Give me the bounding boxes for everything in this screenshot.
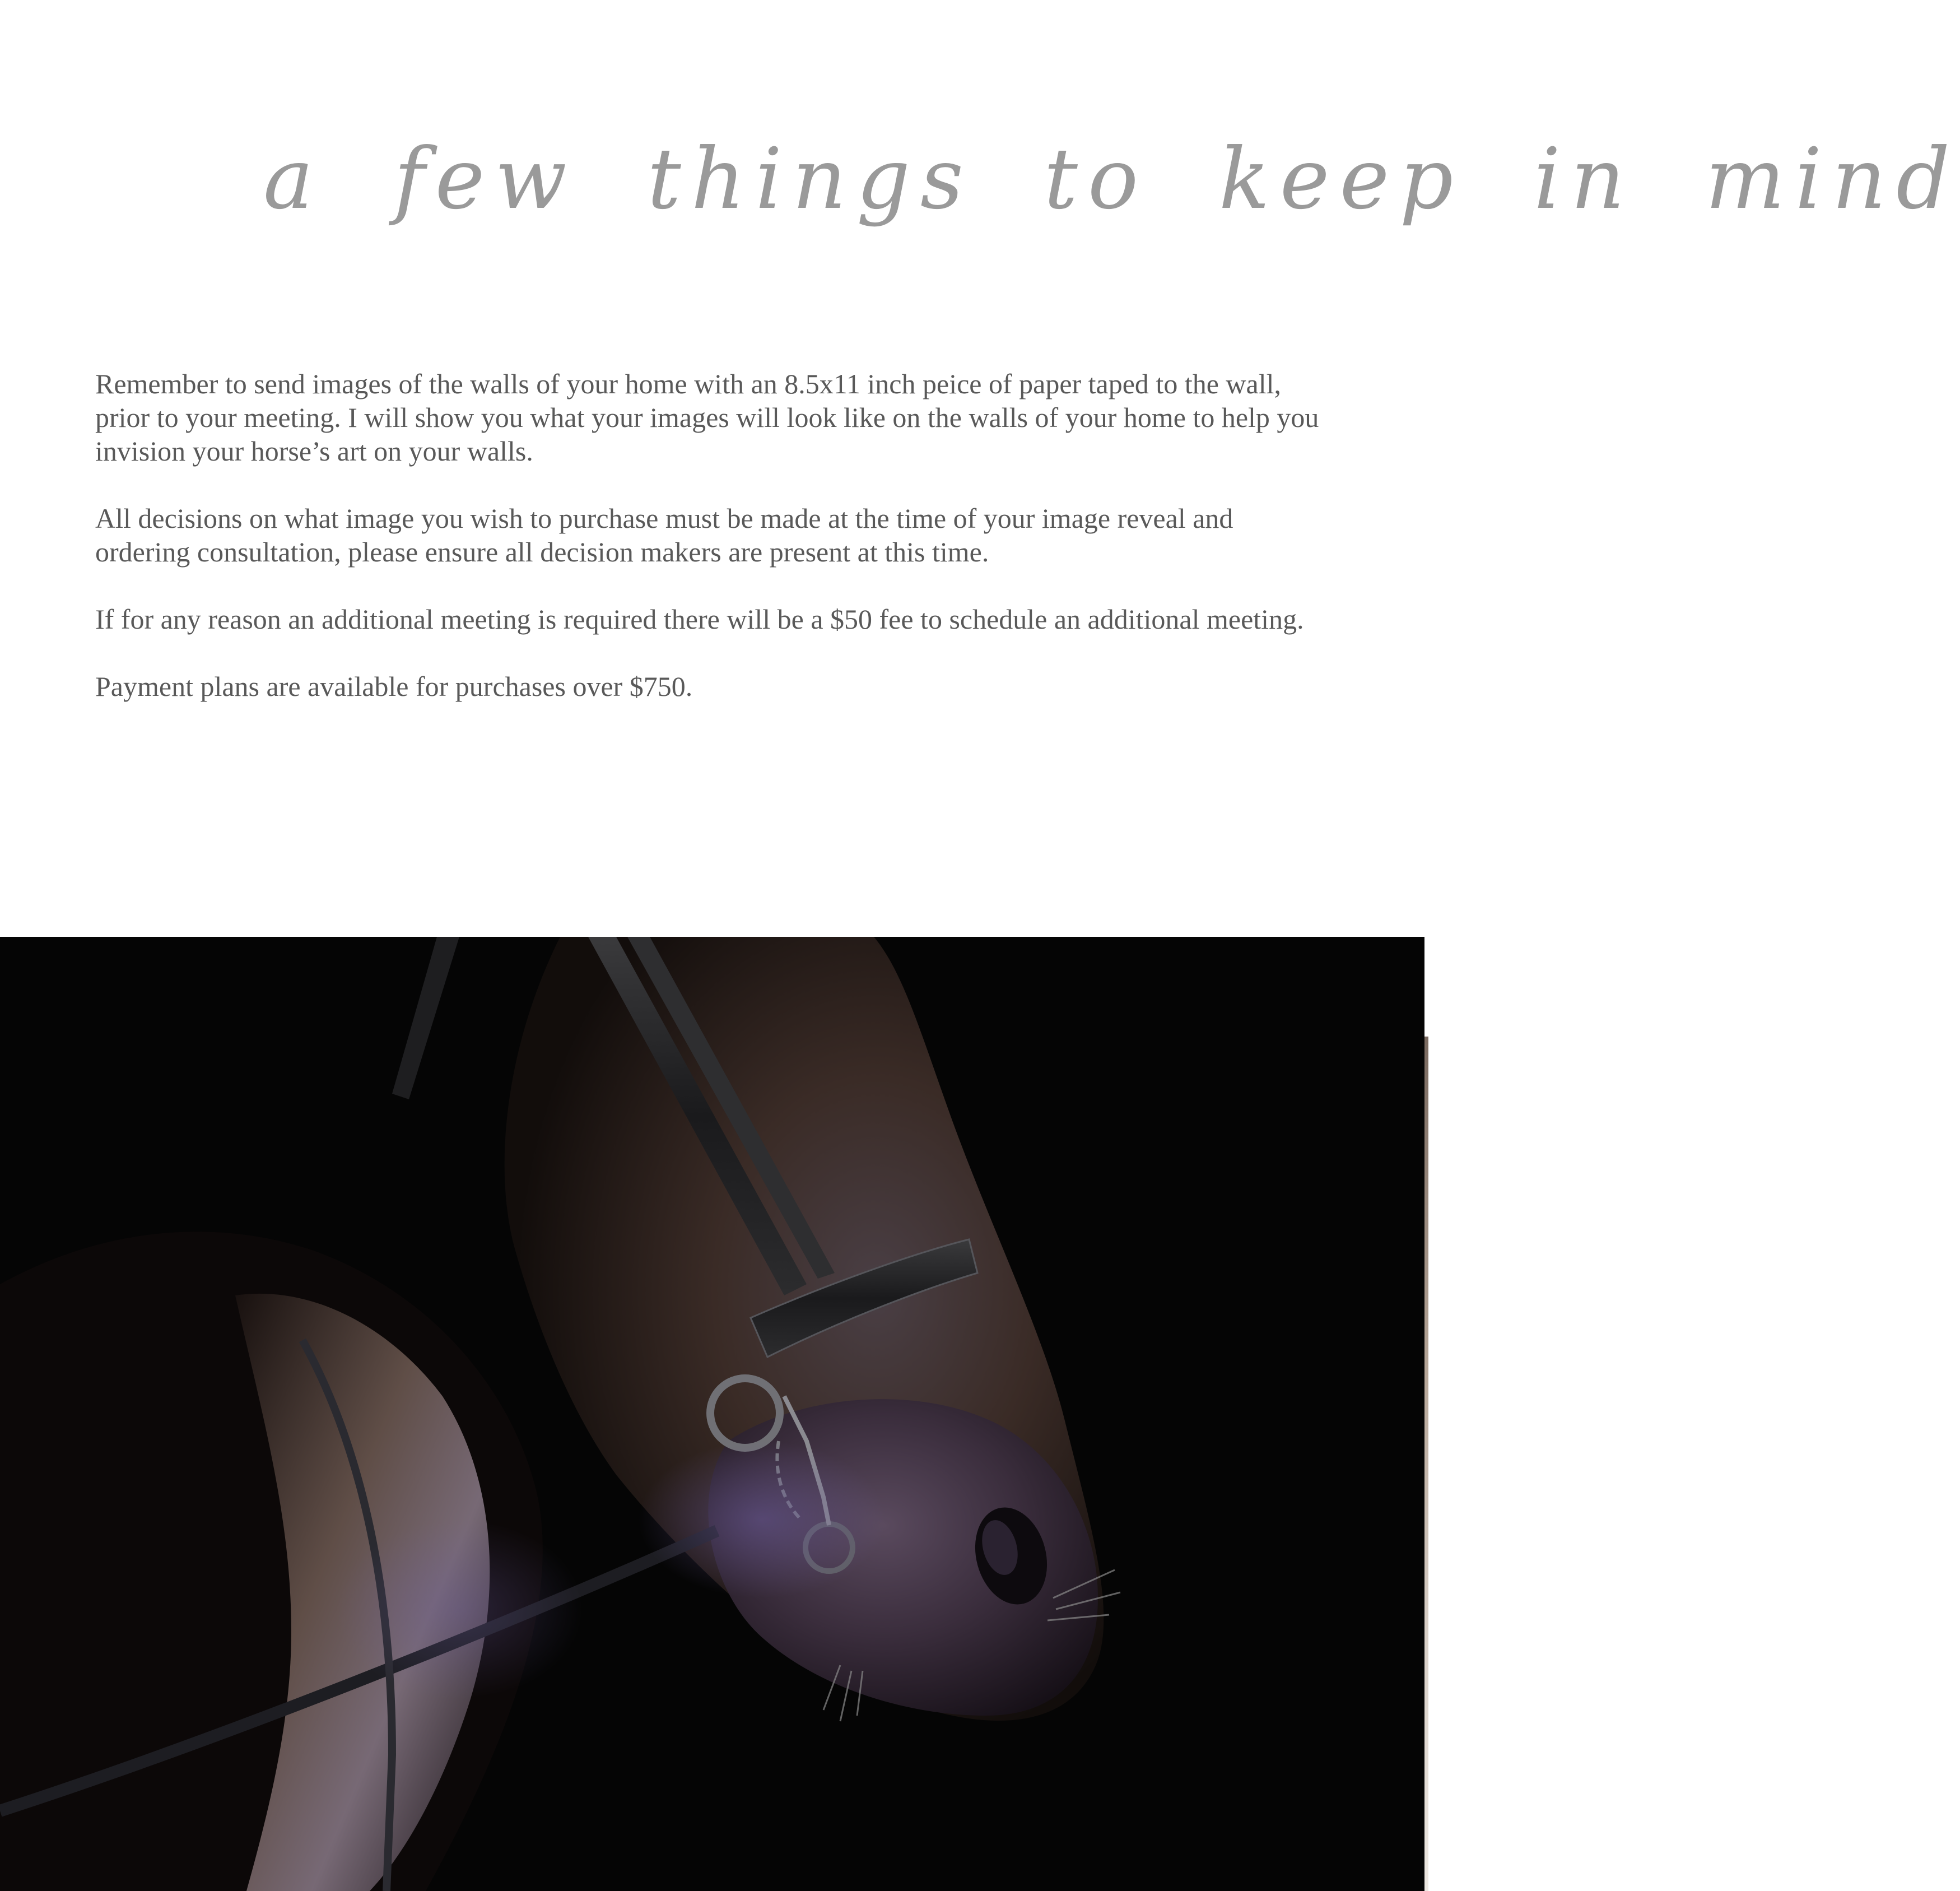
info-text-block — [95, 367, 1328, 737]
right-edge-strip — [1424, 1037, 1428, 1891]
paragraph-payment-plans: Payment plans are available for purchases over $750. — [95, 671, 693, 702]
horse-bridle-illustration — [0, 937, 1424, 1891]
paragraph-wall-images: Remember to send images of the walls of your home with an 8.5x11 inch peice of paper taped to the wall, prior to your meeting. I will show you what your images will look like on the walls of your home to help you invision your horse’s art on your walls. — [95, 368, 1319, 467]
page-heading: a few things to keep in mind — [263, 131, 1960, 228]
horse-photo — [0, 937, 1424, 1891]
paragraph-decisions: All decisions on what image you wish to purchase must be made at the time of your image reveal and ordering consultation, please ensure all decision makers are present at this time. — [95, 503, 1233, 568]
paragraph-additional-meeting: If for any reason an additional meeting is required there will be a $50 fee to schedule an additional meeting. — [95, 603, 1304, 635]
